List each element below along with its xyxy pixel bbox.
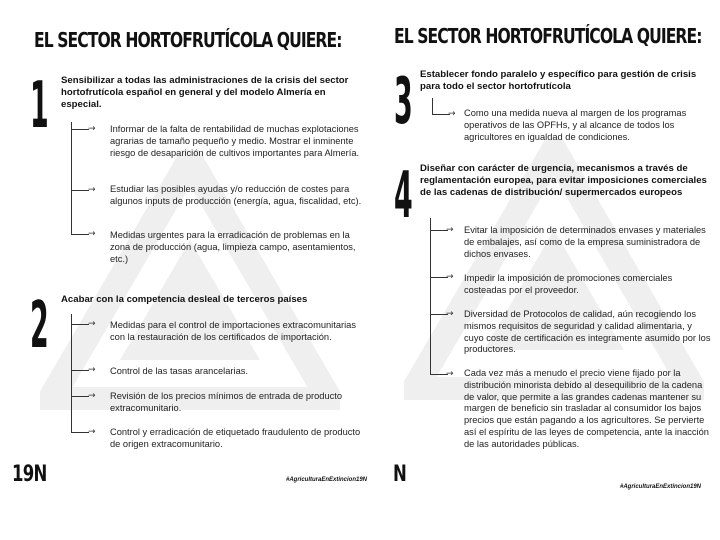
arrow-icon	[88, 186, 96, 195]
section-2-item: Medidas para el control de importaciones extracomunitarias con la restauración de los certificados de importación.	[110, 320, 356, 342]
section-2-intro: Acabar con la competencia desleal de terceros países	[61, 294, 308, 305]
page-title: EL SECTOR HORTOFRUTÍCOLA QUIERE:	[394, 24, 702, 48]
arrow-icon	[446, 273, 454, 282]
section-number-3: 3	[394, 65, 413, 139]
section-4-item: Cada vez más a menudo el precio viene fijado por la distribución minorista debido al desequilibrio de la cadena de valor, que permite a las grandes cadenas mantener su margen de beneficio sin trasladar al consumidor los bajos precios que están pagando a los agricultores. Se pervierte así el espíritu de las leyes de competencia, ante la inacción de las autoridades públicas.	[464, 368, 709, 449]
arrow-icon	[88, 230, 96, 239]
section-1-item: Informar de la falta de rentabilidad de muchas explotaciones agrarias de tamaño pequeño y medio. Mostrar el inminente riesgo de desaparición de cultivos importantes para Almería.	[110, 124, 360, 158]
brand-logo: N	[393, 462, 407, 487]
hashtag: #AgriculturaEnExtincion19N	[286, 477, 368, 483]
arrow-icon	[446, 310, 454, 319]
section-2-item: Control y erradicación de etiquetado fraudulento de producto de origen extracomunitario.	[110, 427, 361, 449]
section-4-intro: Diseñar con carácter de urgencia, mecanismos a través de reglamentación europea, para evitar imposiciones comerciales de las cadenas de distribución/ supermercados europeos	[420, 163, 707, 198]
section-4-bracket	[430, 218, 431, 374]
arrow-icon	[88, 125, 96, 134]
section-1-item: Estudiar las posibles ayudas y/o reducción de costes para algunos inputs de producción (energía, agua, fiscalidad, etc).	[110, 184, 362, 206]
section-4-item: Evitar la imposición de determinados envases y materiales de embalajes, así como de la empresa suministradora de dichos envases.	[464, 225, 706, 259]
page-title: EL SECTOR HORTOFRUTÍCOLA QUIERE:	[34, 28, 342, 52]
right-infographic-panel	[384, 0, 720, 540]
arrow-icon	[88, 428, 96, 437]
section-3-intro: Establecer fondo paralelo y específico para gestión de crisis para todo el sector hortofrutícola	[420, 69, 697, 92]
arrow-icon	[88, 392, 96, 401]
section-3-bracket	[432, 98, 433, 114]
section-2-item: Revisión de los precios mínimos de entrada de producto extracomunitario.	[110, 391, 343, 413]
arrow-icon	[88, 320, 96, 329]
section-number-1: 1	[30, 69, 49, 143]
arrow-icon	[448, 110, 456, 119]
arrow-icon	[88, 366, 96, 375]
section-number-4: 4	[394, 159, 413, 233]
arrow-icon	[446, 370, 454, 379]
section-4-item: Diversidad de Protocolos de calidad, aún recogiendo los mismos requisitos de seguridad y calidad alimentaria, y cuyo coste de certificación es integramente asumido por los productores.	[464, 309, 711, 355]
section-4-item: Impedir la imposición de promociones comerciales costeadas por el proveedor.	[464, 273, 673, 295]
section-number-2: 2	[30, 289, 49, 363]
section-1-item: Medidas urgentes para la erradicación de problemas en la zona de producción (agua, limpieza campo, asentamientos, etc.)	[110, 230, 356, 264]
arrow-icon	[446, 226, 454, 235]
section-1-intro: Sensibilizar a todas las administraciones de la crisis del sector hortofrutícola español en general y del modelo Almería en especial.	[61, 75, 349, 110]
brand-logo: 19N	[12, 462, 47, 487]
hashtag: #AgriculturaEnExtincion19N	[620, 484, 702, 490]
section-2-item: Control de las tasas arancelarias.	[110, 366, 248, 376]
section-1-bracket	[71, 122, 72, 234]
section-3-item: Como una medida nueva al margen de los programas operativos de las OPFHs, y al alcance de todos los agricultores en igualdad de condiciones.	[464, 108, 687, 142]
section-2-bracket	[71, 314, 72, 432]
